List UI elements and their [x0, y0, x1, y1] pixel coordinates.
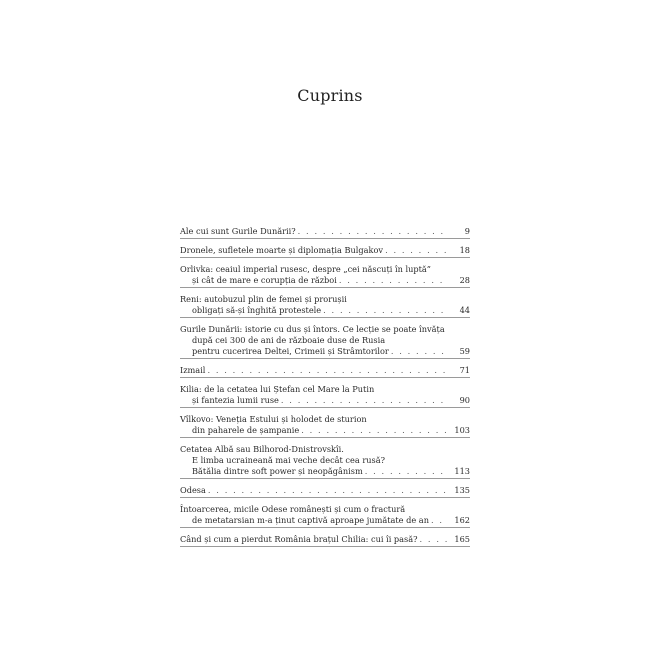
toc-page-number: 135 [454, 485, 470, 495]
toc-entry [180, 414, 470, 438]
toc-page-number: 18 [459, 245, 470, 255]
toc-entry-title-line: Reni: autobuzul plin de femei și prorușii [180, 294, 347, 304]
table-of-contents [180, 226, 470, 553]
dot-leader [281, 395, 448, 406]
toc-entry [180, 504, 470, 528]
toc-entry-title-line: și cât de mare e corupția de război [192, 275, 337, 285]
dot-leader [323, 305, 448, 316]
toc-page-number: 71 [459, 365, 470, 375]
toc-entry [180, 485, 470, 498]
dot-leader [365, 466, 448, 477]
toc-entry [180, 245, 470, 258]
toc-entry [180, 365, 470, 378]
toc-entry-title-line: Bătălia dintre soft power și neopăgânism [192, 466, 363, 476]
dot-leader [431, 515, 448, 526]
toc-entry-title-line: Dronele, sufletele moarte și diplomația Bulgakov [180, 245, 384, 255]
dot-leader [391, 346, 448, 357]
toc-entry-title-line: Întoarcerea, micile Odese românești și cum o fractură [180, 504, 406, 514]
toc-entry [180, 534, 470, 547]
dot-leader [385, 245, 448, 256]
toc-entry [180, 264, 470, 288]
toc-page-number: 103 [454, 425, 470, 435]
toc-entry-title-line: Cetatea Albă sau Bilhorod-Dnistrovskîi. [180, 444, 344, 454]
toc-entry [180, 444, 470, 479]
page-title: Cuprins [297, 86, 363, 105]
toc-entry [180, 294, 470, 318]
toc-entry-title-line: Odesa [180, 485, 206, 495]
dot-leader [208, 485, 448, 496]
dot-leader [207, 365, 448, 376]
toc-page-number: 59 [459, 346, 470, 356]
toc-entry-title-line: Orlivka: ceaiul imperial rusesc, despre „cei născuți în luptă” [180, 264, 431, 274]
toc-entry [180, 324, 470, 359]
toc-entry-title-line: pentru cucerirea Deltei, Crimeii și Strâmtorilor [192, 346, 389, 356]
toc-entry-title-line: și fantezia lumii ruse [192, 395, 279, 405]
toc-page-number: 28 [459, 275, 470, 285]
toc-page-number: 113 [454, 466, 470, 476]
dot-leader [339, 275, 448, 286]
toc-page-number: 90 [459, 395, 470, 405]
dot-leader [298, 226, 448, 237]
toc-entry [180, 226, 470, 239]
toc-entry-title-line: după cei 300 de ani de războaie duse de Rusia [192, 335, 386, 345]
toc-page-number: 165 [454, 534, 470, 544]
toc-entry-title-line: din paharele de șampanie [192, 425, 300, 435]
toc-entry-title-line: Ale cui sunt Gurile Dunării? [180, 226, 296, 236]
toc-page-number: 9 [464, 226, 470, 236]
toc-entry-title-line: Izmail [180, 365, 206, 375]
dot-leader [420, 534, 448, 545]
toc-entry-title-line: Kilia: de la cetatea lui Ștefan cel Mare la Putin [180, 384, 375, 394]
toc-entry-title-line: obligați să-și înghită protestele [192, 305, 322, 315]
toc-entry-title-line: de metatarsian m-a ținut captivă aproape jumătate de an [192, 515, 429, 525]
dot-leader [301, 425, 448, 436]
toc-page-number: 162 [454, 515, 470, 525]
toc-page-number: 44 [459, 305, 470, 315]
toc-entry-title-line: Când și cum a pierdut România brațul Chilia: cui îi pasă? [180, 534, 418, 544]
toc-entry-title-line: Vîlkovo: Veneția Estului și holodet de sturion [180, 414, 367, 424]
toc-entry-title-line: E limba ucraineană mai veche decât cea rusă? [192, 455, 385, 465]
toc-entry [180, 384, 470, 408]
toc-entry-title-line: Gurile Dunării: istorie cu dus și întors. Ce lecție se poate învăța [180, 324, 445, 334]
